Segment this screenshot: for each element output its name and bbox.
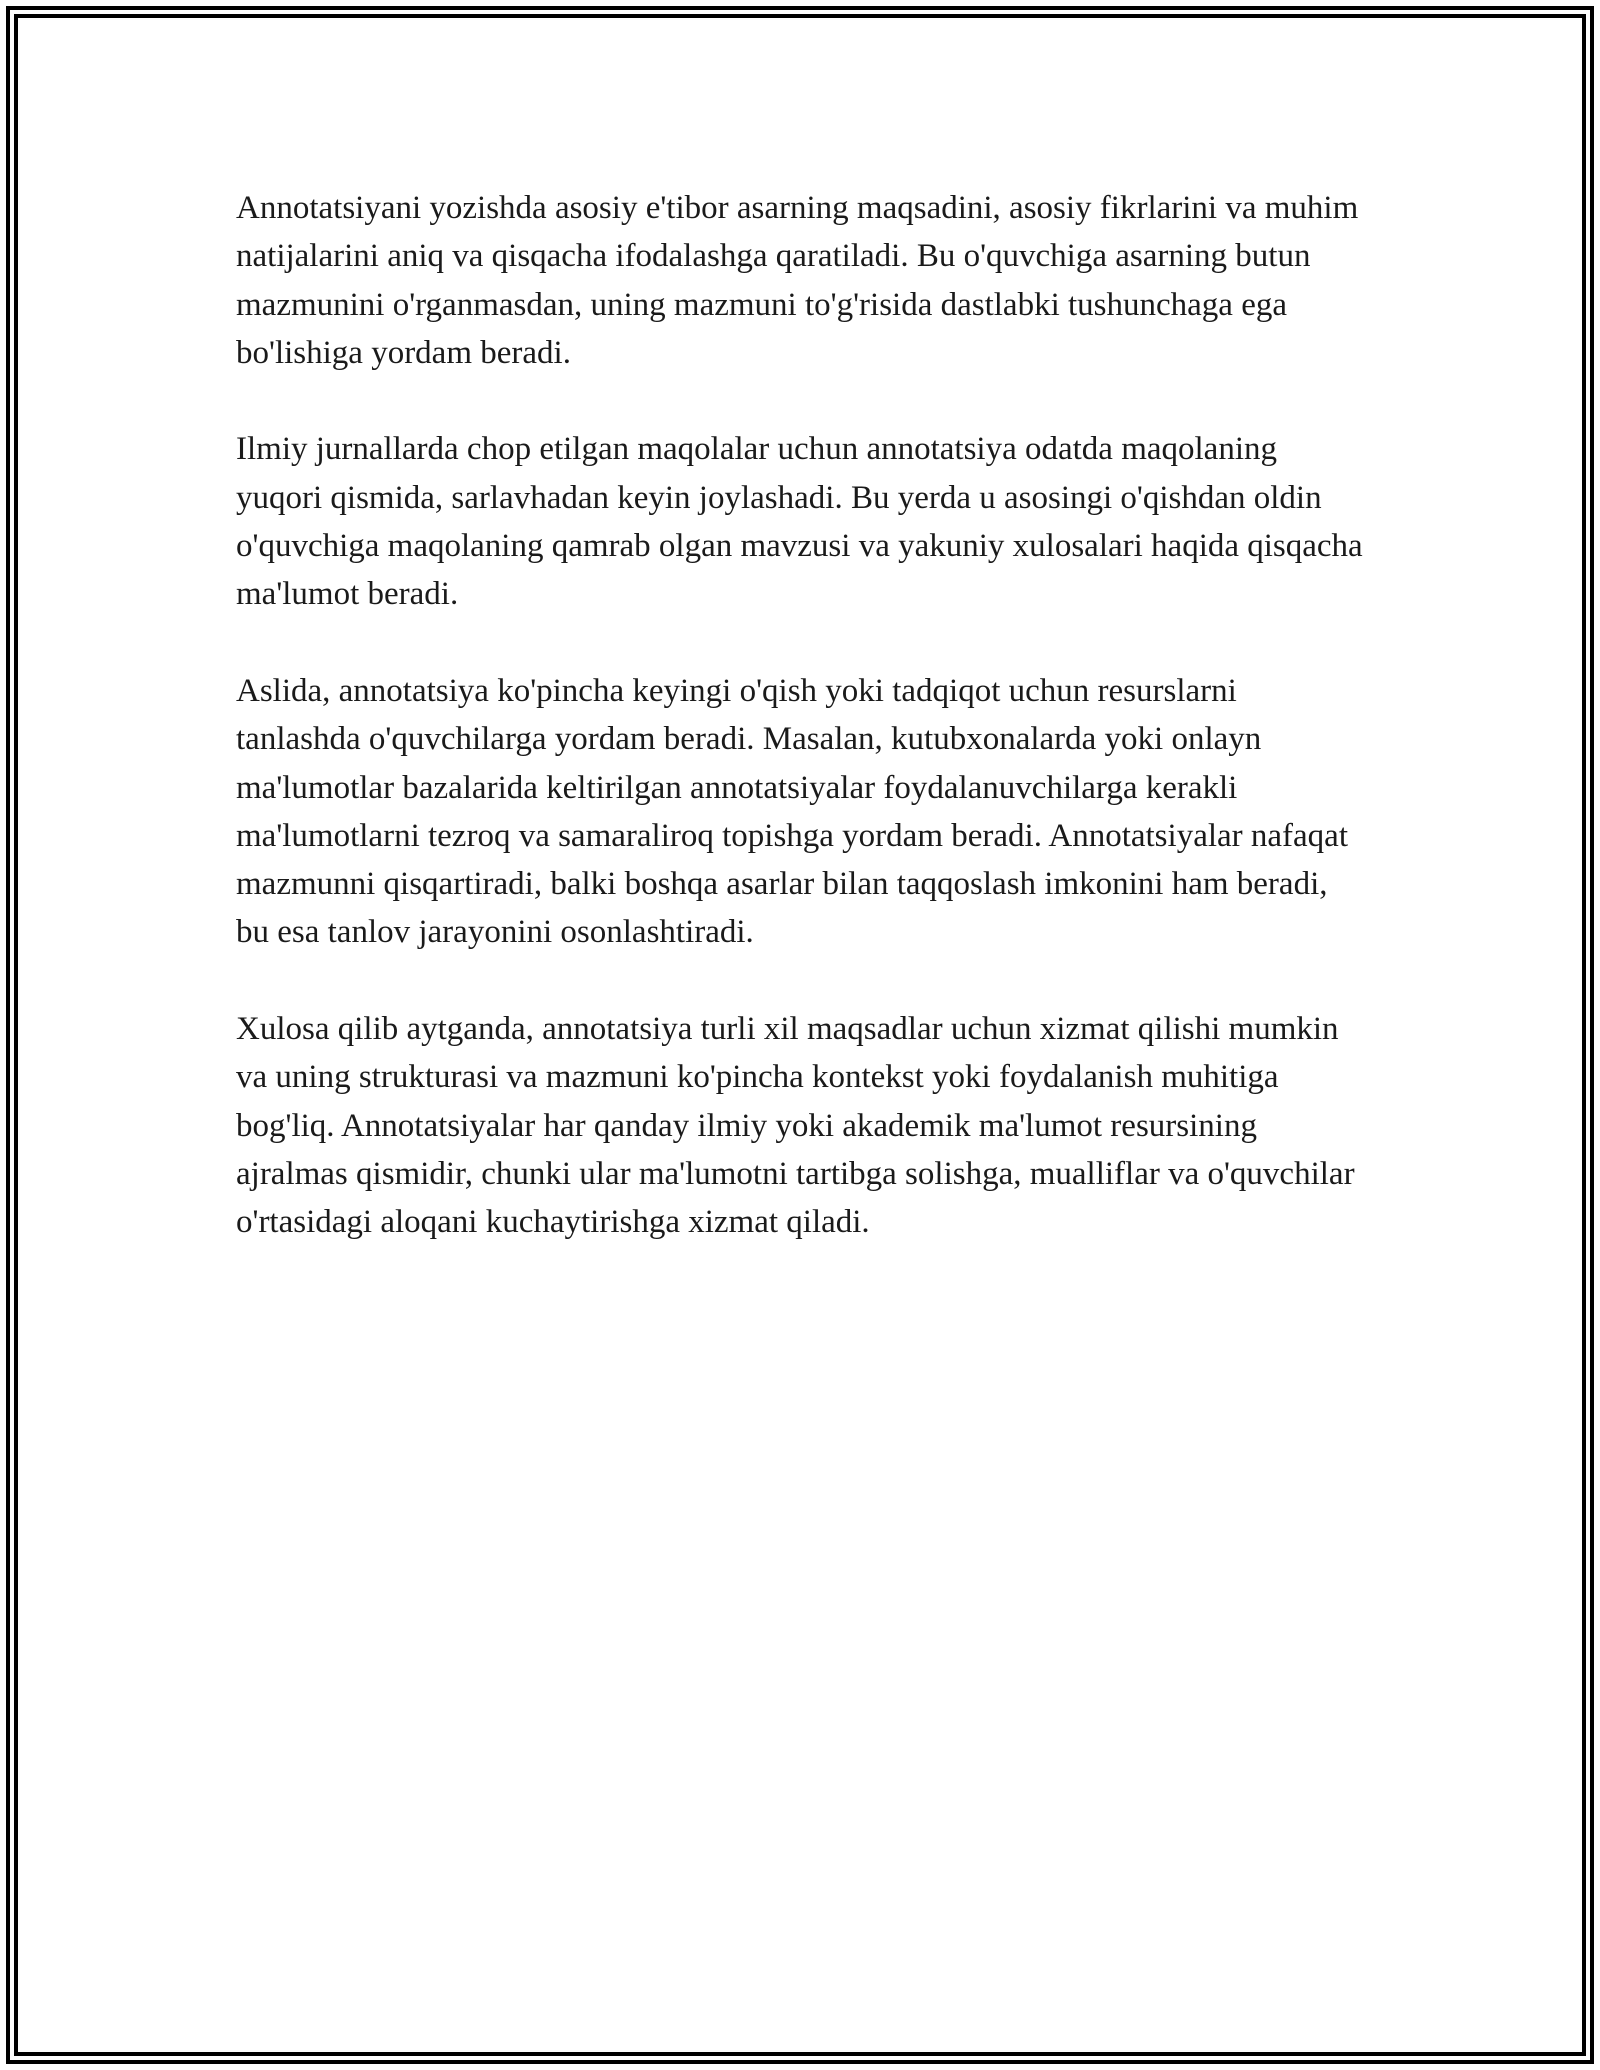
document-body (236, 184, 1366, 1295)
paragraph-4: Xulosa qilib aytganda, annotatsiya turli xil maqsadlar uchun xizmat qilishi mumkin va uning strukturasi va mazmuni ko'pincha kontekst yoki foydalanish muhitiga bog'liq. Annotatsiyalar har qanday ilmiy yoki akademik ma'lumot resursining ajralmas qismidir, chunki ular ma'lumotni tartibga solishga, mualliflar va o'quvchilar o'rtasidagi aloqani kuchaytirishga xizmat qiladi. (236, 1011, 1355, 1241)
paragraph-2: Ilmiy jurnallarda chop etilgan maqolalar uchun annotatsiya odatda maqolaning yuqori qismida, sarlavhadan keyin joylashadi. Bu yerda u asosingi o'qishdan oldin o'quvchiga maqolaning qamrab olgan mavzusi va yakuniy xulosalari haqida qisqacha ma'lumot beradi. (236, 431, 1363, 613)
paragraph-3: Aslida, annotatsiya ko'pincha keyingi o'qish yoki tadqiqot uchun resurslarni tanlashda o'quvchilarga yordam beradi. Masalan, kutubxonalarda yoki onlayn ma'lumotlar bazalarida keltirilgan annotatsiyalar foydalanuvchilarga kerakli ma'lumotlarni tezroq va samaraliroq topishga yordam beradi. Annotatsiyalar nafaqat mazmunni qisqartiradi, balki boshqa asarlar bilan taqqoslash imkonini ham beradi, bu esa tanlov jarayonini osonlashtiradi. (236, 672, 1348, 951)
paragraph-1: Annotatsiyani yozishda asosiy e'tibor asarning maqsadini, asosiy fikrlarini va muhim natijalarini aniq va qisqacha ifodalashga qaratiladi. Bu o'quvchiga asarning butun mazmunini o'rganmasdan, uning mazmuni to'g'risida dastlabki tushunchaga ega bo'lishiga yordam beradi. (236, 190, 1359, 371)
